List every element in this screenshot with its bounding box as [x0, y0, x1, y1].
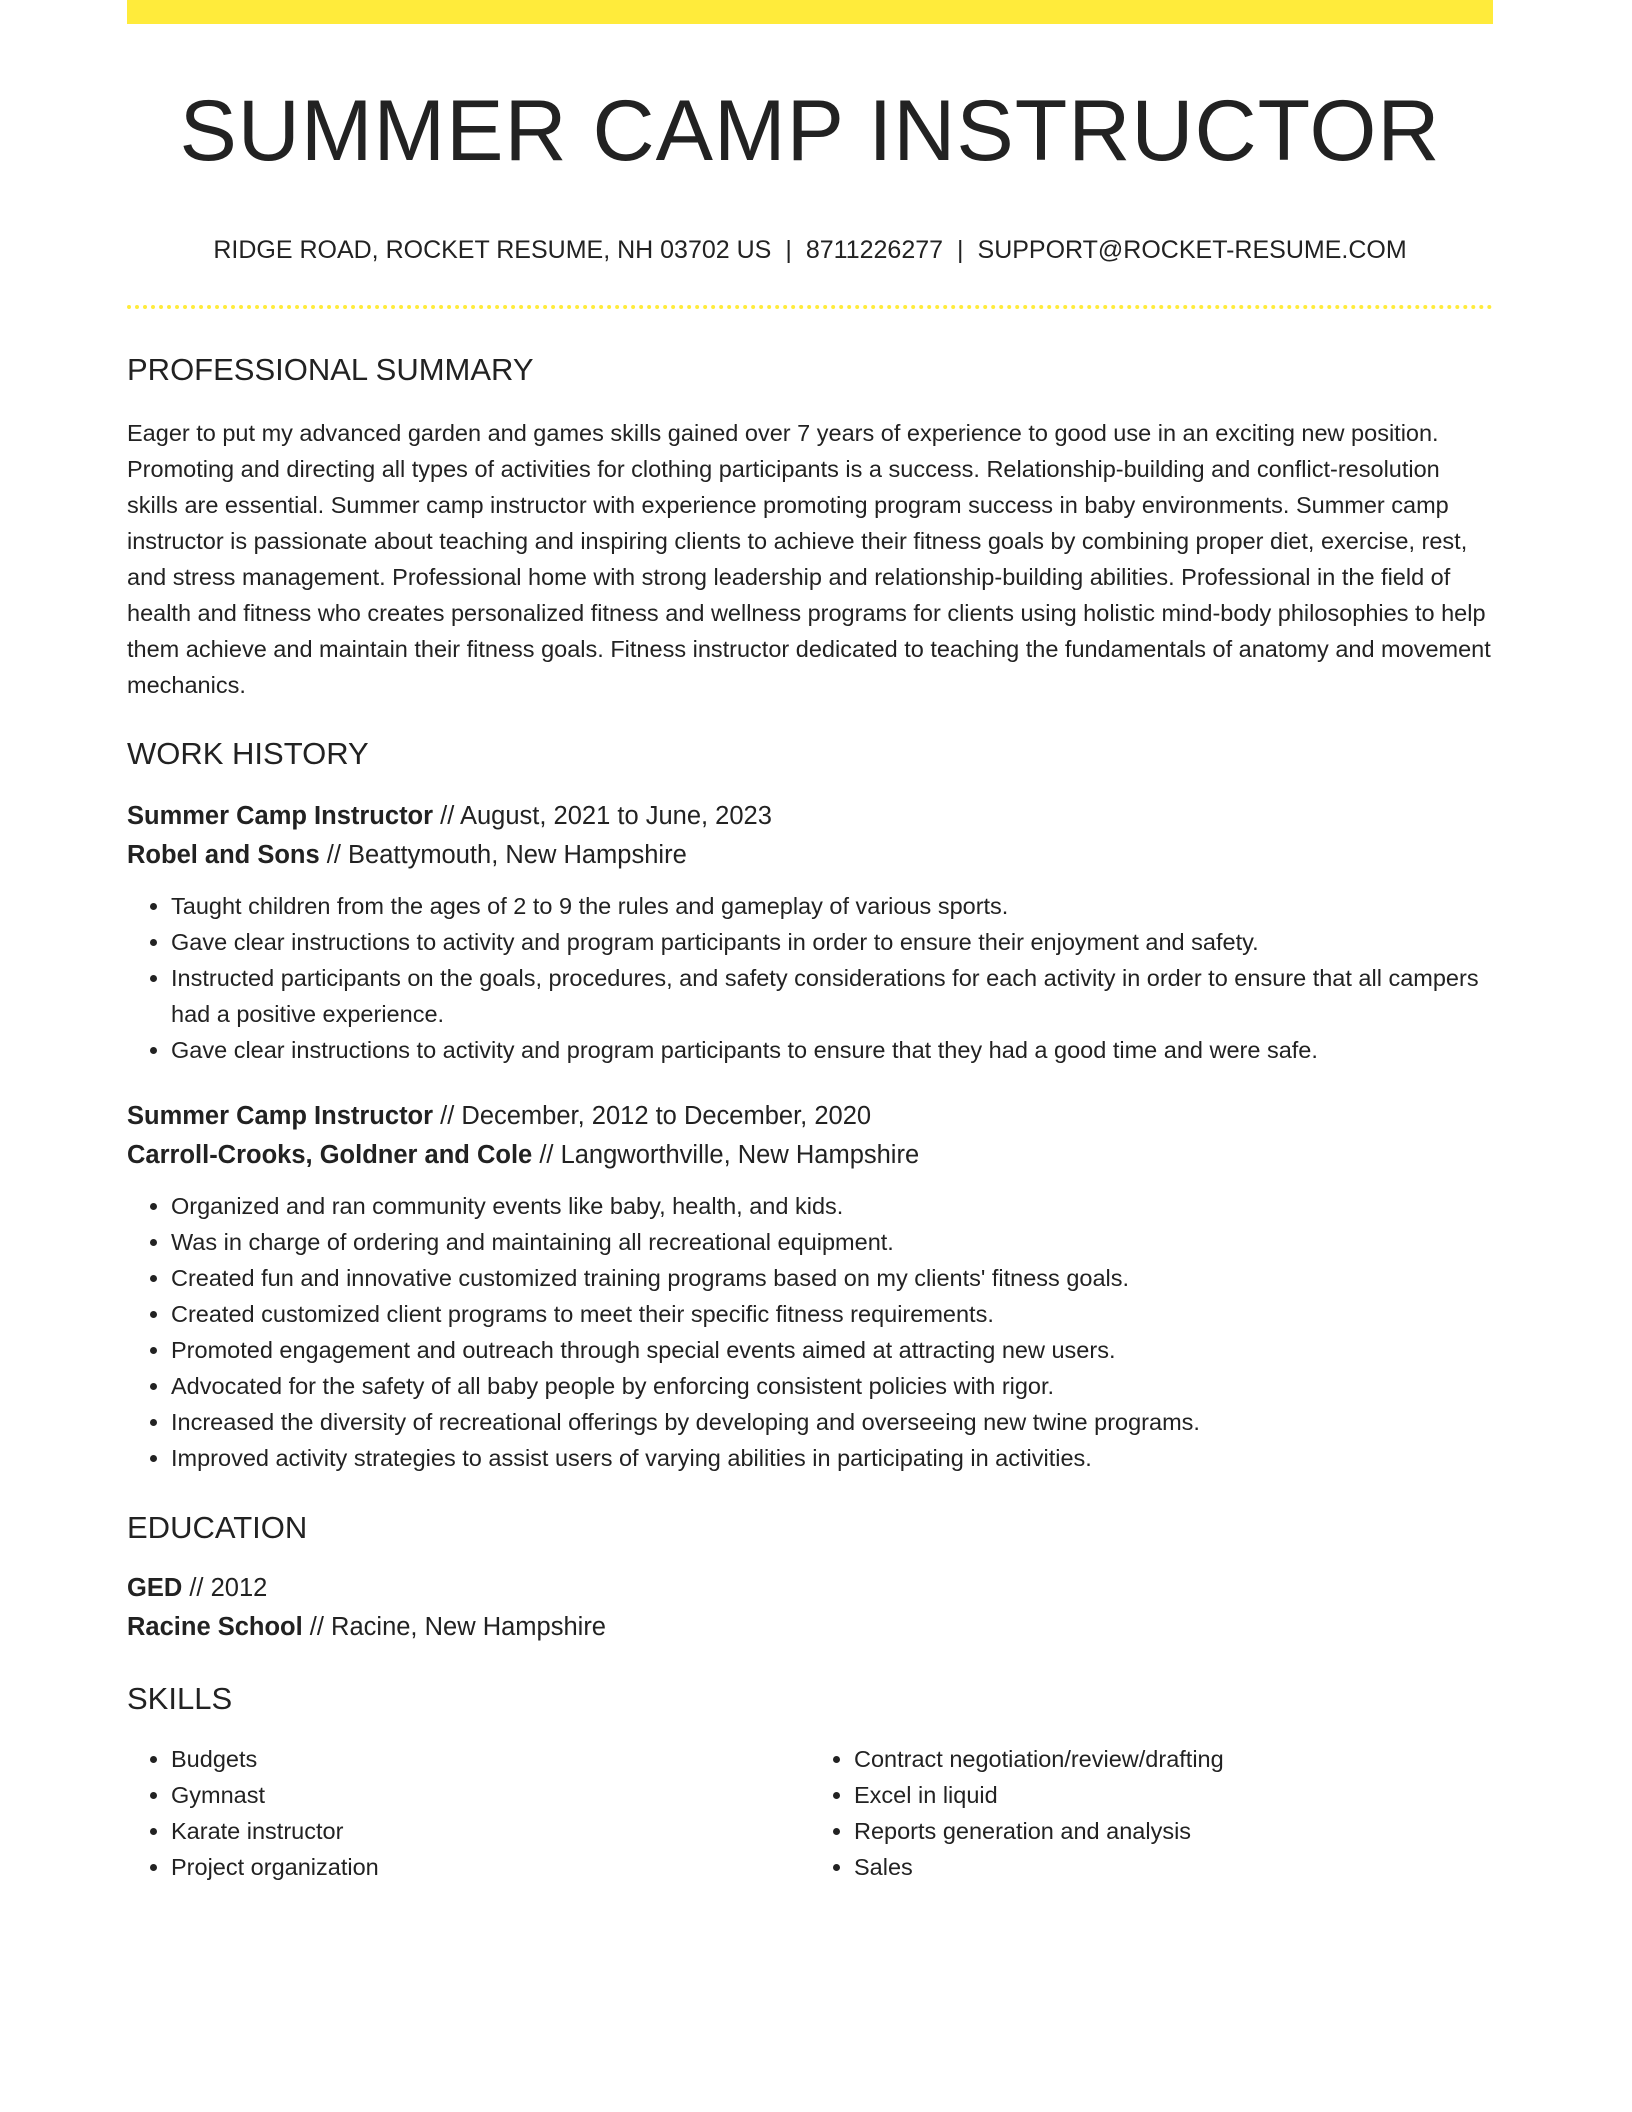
job-location: // Beattymouth, New Hampshire — [319, 840, 687, 869]
job-title-line — [127, 1097, 1493, 1136]
list-item: • Taught children from the ages of 2 to 9 the rules and gameplay of various sports. — [171, 888, 1493, 924]
skill-item: • Budgets — [171, 1741, 810, 1777]
skill-item: • Sales — [854, 1849, 1493, 1885]
list-item: • Gave clear instructions to activity and program participants in order to ensure their enjoyment and safety. — [171, 924, 1493, 960]
education-location: // Racine, New Hampshire — [302, 1612, 606, 1641]
list-item: • Increased the diversity of recreational offerings by developing and overseeing new twine programs. — [171, 1404, 1493, 1440]
dotted-divider — [127, 305, 1493, 309]
list-item: • Created customized client programs to meet their specific fitness requirements. — [171, 1296, 1493, 1332]
skill-item: • Contract negotiation/review/drafting — [854, 1741, 1493, 1777]
job-title: Summer Camp Instructor — [127, 801, 434, 830]
education-degree-line — [127, 1569, 1493, 1608]
contact-address: RIDGE ROAD, ROCKET RESUME, NH 03702 US — [213, 236, 772, 265]
education-year: // 2012 — [182, 1573, 268, 1602]
accent-top-bar — [127, 0, 1493, 24]
job-entry — [127, 1097, 1493, 1476]
job-company: Robel and Sons — [127, 840, 320, 869]
education-degree: GED — [127, 1573, 183, 1602]
contact-phone: 8711226277 — [805, 236, 944, 265]
skills-column-right — [810, 1741, 1493, 1885]
contact-line — [127, 235, 1493, 265]
skills-list — [127, 1741, 810, 1885]
contact-separator: | — [785, 236, 792, 265]
list-item: • Improved activity strategies to assist users of varying abilities in participating in activities. — [171, 1440, 1493, 1476]
job-bullet-list — [127, 1188, 1493, 1476]
skills-list — [810, 1741, 1493, 1885]
job-entry — [127, 797, 1493, 1068]
skill-item: • Gymnast — [171, 1777, 810, 1813]
job-company: Carroll-Crooks, Goldner and Cole — [127, 1140, 533, 1169]
skill-item: • Excel in liquid — [854, 1777, 1493, 1813]
job-location: // Langworthville, New Hampshire — [532, 1140, 920, 1169]
job-title: Summer Camp Instructor — [127, 1101, 434, 1130]
job-dates: // August, 2021 to June, 2023 — [433, 801, 772, 830]
job-bullet-list — [127, 888, 1493, 1068]
contact-separator: | — [957, 236, 964, 265]
contact-email: SUPPORT@ROCKET-RESUME.COM — [977, 236, 1407, 265]
list-item: • Instructed participants on the goals, procedures, and safety considerations for each activity in order to ensure that all campers had a positive experience. — [171, 960, 1493, 1032]
skills-column-left — [127, 1741, 810, 1885]
resume-page — [127, 0, 1493, 1885]
skills-grid — [127, 1741, 1493, 1885]
summary-paragraph: Eager to put my advanced garden and games skills gained over 7 years of experience to good use in an exciting new position. Promoting and directing all types of activities for clothing participants is a success. Relationship-building and conflict-resolution skills are essential. Summer camp instructor with experience promoting program success in baby environments. Summer camp instructor is passionate about teaching and inspiring clients to achieve their fitness goals by combining proper diet, exercise, rest, and stress management. Professional home with strong leadership and relationship-building abilities. Professional in the field of health and fitness who creates personalized fitness and wellness programs for clients using holistic mind-body philosophies to help them achieve and maintain their fitness goals. Fitness instructor dedicated to teaching the fundamentals of anatomy and movement mechanics. — [127, 420, 1491, 699]
education-school: Racine School — [127, 1612, 303, 1641]
job-company-line — [127, 836, 1493, 875]
skill-item: • Reports generation and analysis — [854, 1813, 1493, 1849]
skill-item: • Karate instructor — [171, 1813, 810, 1849]
list-item: • Organized and ran community events like baby, health, and kids. — [171, 1188, 1493, 1224]
job-title-line — [127, 797, 1493, 836]
resume-title: SUMMER CAMP INSTRUCTOR — [179, 83, 1441, 179]
list-item: • Was in charge of ordering and maintaining all recreational equipment. — [171, 1224, 1493, 1260]
list-item: • Gave clear instructions to activity and program participants to ensure that they had a good time and were safe. — [171, 1032, 1493, 1068]
list-item: • Created fun and innovative customized training programs based on my clients' fitness goals. — [171, 1260, 1493, 1296]
job-dates: // December, 2012 to December, 2020 — [433, 1101, 872, 1130]
list-item: • Advocated for the safety of all baby people by enforcing consistent policies with rigor. — [171, 1368, 1493, 1404]
skill-item: • Project organization — [171, 1849, 810, 1885]
summary-heading: PROFESSIONAL SUMMARY — [127, 352, 534, 388]
education-school-line — [127, 1608, 1493, 1647]
list-item: • Promoted engagement and outreach through special events aimed at attracting new users. — [171, 1332, 1493, 1368]
education-heading: EDUCATION — [127, 1509, 308, 1545]
skills-heading: SKILLS — [127, 1680, 233, 1716]
work-history-heading: WORK HISTORY — [127, 736, 369, 772]
job-company-line — [127, 1136, 1493, 1175]
